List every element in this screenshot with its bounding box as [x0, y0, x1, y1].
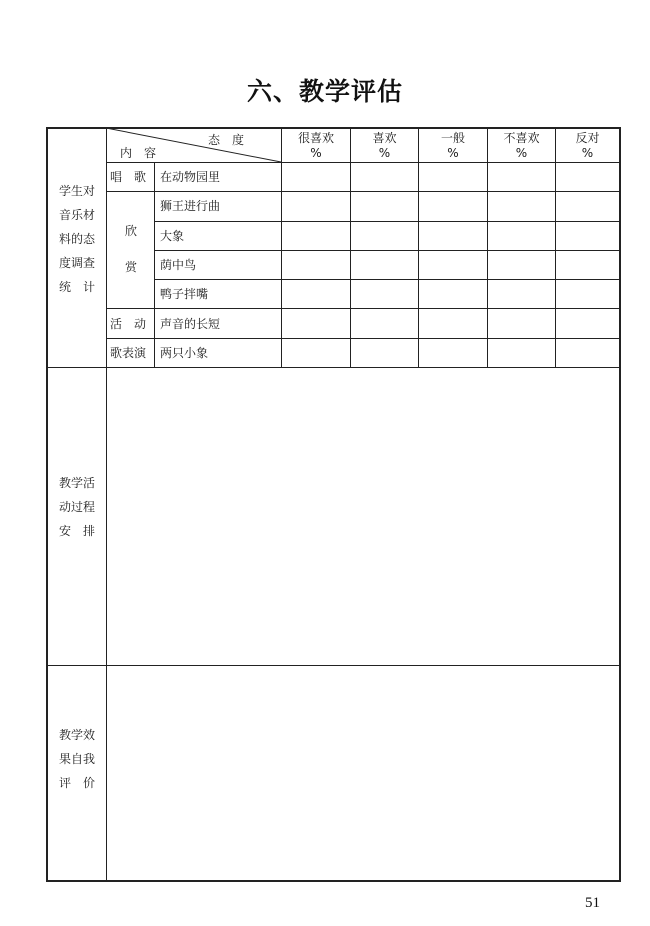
- column-header-label: 反对: [575, 131, 600, 145]
- category-performance: 歌表演: [110, 346, 147, 360]
- column-header-label: 喜欢: [372, 131, 397, 145]
- column-header-neutral: [419, 131, 487, 161]
- column-header-unit: %: [310, 146, 322, 160]
- diagonal-header-content: 内 容: [120, 146, 157, 160]
- page-number: 51: [585, 895, 600, 911]
- item-label: 声音的长短: [160, 317, 221, 331]
- column-header-unit: %: [378, 146, 391, 160]
- section-label-line: 统 计: [58, 280, 95, 294]
- column-header-unit: %: [515, 146, 528, 160]
- evaluation-content-area[interactable]: [108, 667, 618, 879]
- survey-response-grid[interactable]: [282, 163, 619, 367]
- column-header-label: 很喜欢: [297, 131, 334, 145]
- section-label-line: 教学效: [58, 728, 95, 742]
- item-label: 鸭子拌嘴: [160, 287, 209, 301]
- section-label-survey: [48, 179, 106, 299]
- category-singing: 唱 歌: [110, 170, 147, 184]
- section-label-line: 安 排: [58, 524, 95, 538]
- process-content-area[interactable]: [108, 369, 618, 664]
- divider-category-column: [154, 162, 155, 367]
- item-label: 在动物园里: [160, 170, 221, 184]
- section-label-line: 学生对: [58, 184, 95, 198]
- column-header-unit: %: [581, 146, 594, 160]
- column-header-very-like: [282, 131, 350, 161]
- category-label-line: 赏: [124, 260, 137, 274]
- section-label-evaluation: [48, 723, 106, 795]
- column-header-label: 不喜欢: [503, 131, 540, 145]
- column-header-label: 一般: [440, 131, 465, 145]
- section-label-line: 果自我: [58, 752, 95, 766]
- column-header-unit: %: [447, 146, 459, 160]
- section-label-line: 评 价: [58, 776, 95, 790]
- section-label-line: 料的态: [58, 232, 95, 246]
- section-label-process: [48, 471, 106, 543]
- divider-process-bottom: [46, 665, 620, 666]
- category-label-line: 欣: [124, 224, 137, 238]
- section-label-line: 动过程: [58, 500, 95, 514]
- item-label: 两只小象: [160, 346, 209, 360]
- column-header-dislike: [488, 131, 555, 161]
- evaluation-table: [46, 127, 620, 881]
- item-label: 荫中鸟: [160, 258, 197, 272]
- section-label-line: 音乐材: [58, 208, 95, 222]
- column-header-like: [351, 131, 418, 161]
- table-border-right: [619, 127, 621, 882]
- item-label: 大象: [160, 229, 185, 243]
- item-label: 狮王进行曲: [160, 199, 221, 213]
- diagonal-header-attitude: 态 度: [208, 133, 245, 147]
- page-title: 六、教学评估: [246, 77, 403, 106]
- category-appreciation: [108, 213, 154, 285]
- column-header-oppose: [556, 131, 619, 161]
- section-label-line: 度调查: [58, 256, 95, 270]
- section-label-line: 教学活: [58, 476, 95, 490]
- divider-survey-bottom: [46, 367, 620, 368]
- table-border-bottom: [46, 880, 620, 882]
- category-activity: 活 动: [110, 317, 147, 331]
- divider-section-column: [106, 127, 107, 881]
